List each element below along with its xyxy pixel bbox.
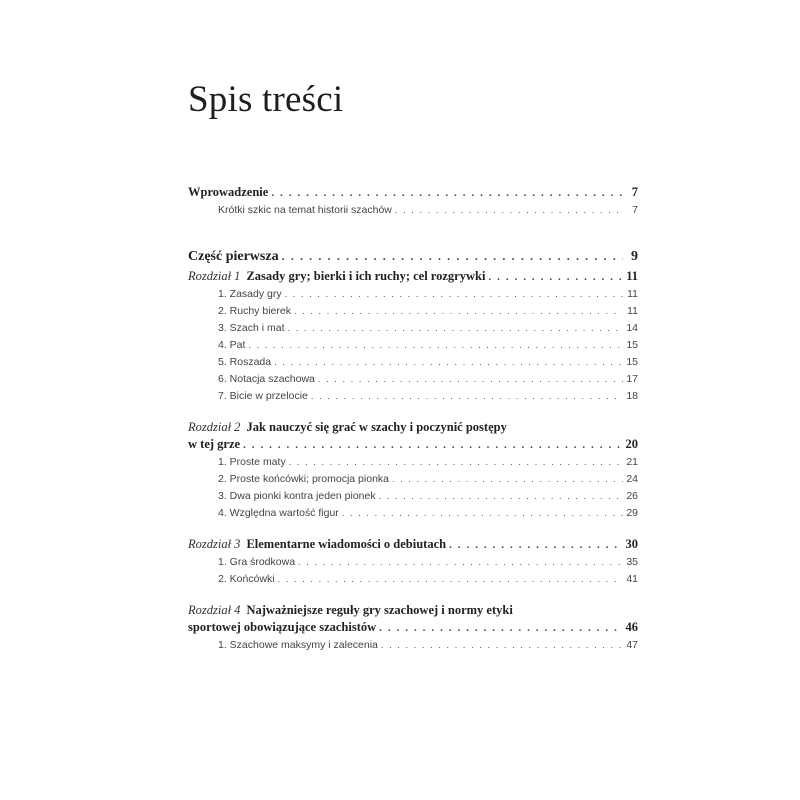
toc-subentry-label: 1. Zasady gry [218, 288, 282, 300]
toc-entry-chapter-first-line[interactable] [188, 602, 638, 619]
dot-leader [274, 354, 623, 371]
dot-leader [294, 303, 623, 320]
dot-leader [271, 185, 623, 202]
toc-subentry[interactable] [188, 354, 638, 371]
dot-leader [285, 286, 623, 303]
toc-subentry-label: 2. Końcówki [218, 573, 275, 585]
toc-subentry[interactable] [188, 637, 638, 654]
chapter-number: Rozdział 1 [188, 269, 241, 283]
page-title: Spis treści [188, 79, 344, 120]
toc-subentry-label: 2. Proste końcówki; promocja pionka [218, 473, 389, 485]
toc-entry-chapter[interactable] [188, 619, 638, 637]
toc-subentry-label: 4. Pat [218, 339, 246, 351]
chapter-title: Jak nauczyć się grać w szachy i poczynić postępy [246, 420, 507, 434]
toc-page-number: 41 [626, 573, 638, 585]
toc-entry-intro[interactable] [188, 184, 638, 202]
chapter-number: Rozdział 3 [188, 537, 241, 551]
toc-entry-chapter[interactable] [188, 536, 638, 554]
dot-leader [311, 388, 623, 405]
toc-subentry[interactable] [188, 571, 638, 588]
toc-subentry-label: 3. Szach i mat [218, 322, 285, 334]
toc-page-number: 14 [626, 322, 638, 334]
toc-subentry[interactable] [188, 505, 638, 522]
dot-leader [488, 269, 623, 286]
toc-subentry[interactable] [188, 320, 638, 337]
dot-leader [243, 437, 622, 454]
toc-subentry[interactable] [188, 371, 638, 388]
toc-subentry-label: 1. Proste maty [218, 456, 286, 468]
dot-leader [278, 571, 623, 588]
toc-subentry[interactable] [188, 454, 638, 471]
toc-subentry[interactable] [188, 488, 638, 505]
toc-page-number: 30 [625, 537, 638, 551]
toc-subentry[interactable] [188, 202, 638, 219]
dot-leader [392, 471, 623, 488]
toc-subentry-label: 7. Bicie w przelocie [218, 390, 308, 402]
toc-entry-chapter-first-line[interactable] [188, 419, 638, 436]
toc-subentry[interactable] [188, 303, 638, 320]
toc-entry-part[interactable] [188, 245, 638, 268]
toc-page-number: 17 [626, 373, 638, 385]
toc-subentry[interactable] [188, 554, 638, 571]
dot-leader [395, 202, 623, 219]
toc-page-number: 11 [626, 269, 638, 283]
chapter-title: Najważniejsze reguły gry szachowej i normy etyki [246, 603, 513, 617]
toc-page-number: 15 [626, 356, 638, 368]
toc-page-number: 47 [626, 639, 638, 651]
dot-leader [282, 245, 623, 267]
dot-leader [381, 637, 623, 654]
toc-page-number: 21 [626, 456, 638, 468]
toc-subentry[interactable] [188, 286, 638, 303]
toc-page-number: 24 [626, 473, 638, 485]
toc-subentry-label: 6. Notacja szachowa [218, 373, 315, 385]
toc-page-number: 7 [631, 185, 638, 199]
chapter-title: Zasady gry; bierki i ich ruchy; cel rozgrywki [246, 269, 486, 283]
toc-subentry-label: Krótki szkic na temat historii szachów [218, 204, 392, 216]
toc-page-number: 7 [632, 204, 638, 216]
toc-subentry-label: 2. Ruchy bierek [218, 305, 291, 317]
toc-entry-chapter[interactable] [188, 268, 638, 286]
toc-page-number: 20 [625, 437, 638, 451]
toc-page-number: 35 [626, 556, 638, 568]
toc-page-number: 15 [626, 339, 638, 351]
toc-entry-label: Wprowadzenie [188, 185, 269, 199]
toc-entry-chapter[interactable] [188, 436, 638, 454]
toc-subentry-label: 1. Gra środkowa [218, 556, 296, 568]
dot-leader [449, 537, 622, 554]
table-of-contents [188, 184, 638, 654]
toc-page-number: 46 [625, 620, 638, 634]
toc-page-number: 11 [627, 288, 638, 300]
toc-page-number: 29 [626, 507, 638, 519]
toc-page-number: 9 [631, 249, 638, 264]
toc-subentry[interactable] [188, 388, 638, 405]
toc-subentry-label: 4. Względna wartość figur [218, 507, 339, 519]
dot-leader [318, 371, 623, 388]
dot-leader [248, 337, 623, 354]
dot-leader [379, 488, 623, 505]
toc-subentry-label: 3. Dwa pionki kontra jeden pionek [218, 490, 376, 502]
dot-leader [342, 505, 623, 522]
toc-page-number: 11 [627, 305, 638, 317]
toc-subentry[interactable] [188, 337, 638, 354]
toc-subentry[interactable] [188, 471, 638, 488]
toc-part-label: Część pierwsza [188, 249, 279, 264]
toc-subentry-label: 5. Roszada [218, 356, 272, 368]
chapter-title: Elementarne wiadomości o debiutach [246, 537, 447, 551]
chapter-title-continued: w tej grze [188, 437, 241, 451]
toc-page-number: 18 [626, 390, 638, 402]
chapter-title-continued: sportowej obowiązujące szachistów [188, 620, 377, 634]
chapter-number: Rozdział 4 [188, 603, 241, 617]
dot-leader [298, 554, 623, 571]
dot-leader [379, 620, 622, 637]
toc-subentry-label: 1. Szachowe maksymy i zalecenia [218, 639, 378, 651]
chapter-number: Rozdział 2 [188, 420, 241, 434]
dot-leader [289, 454, 623, 471]
toc-page-number: 26 [626, 490, 638, 502]
dot-leader [288, 320, 623, 337]
